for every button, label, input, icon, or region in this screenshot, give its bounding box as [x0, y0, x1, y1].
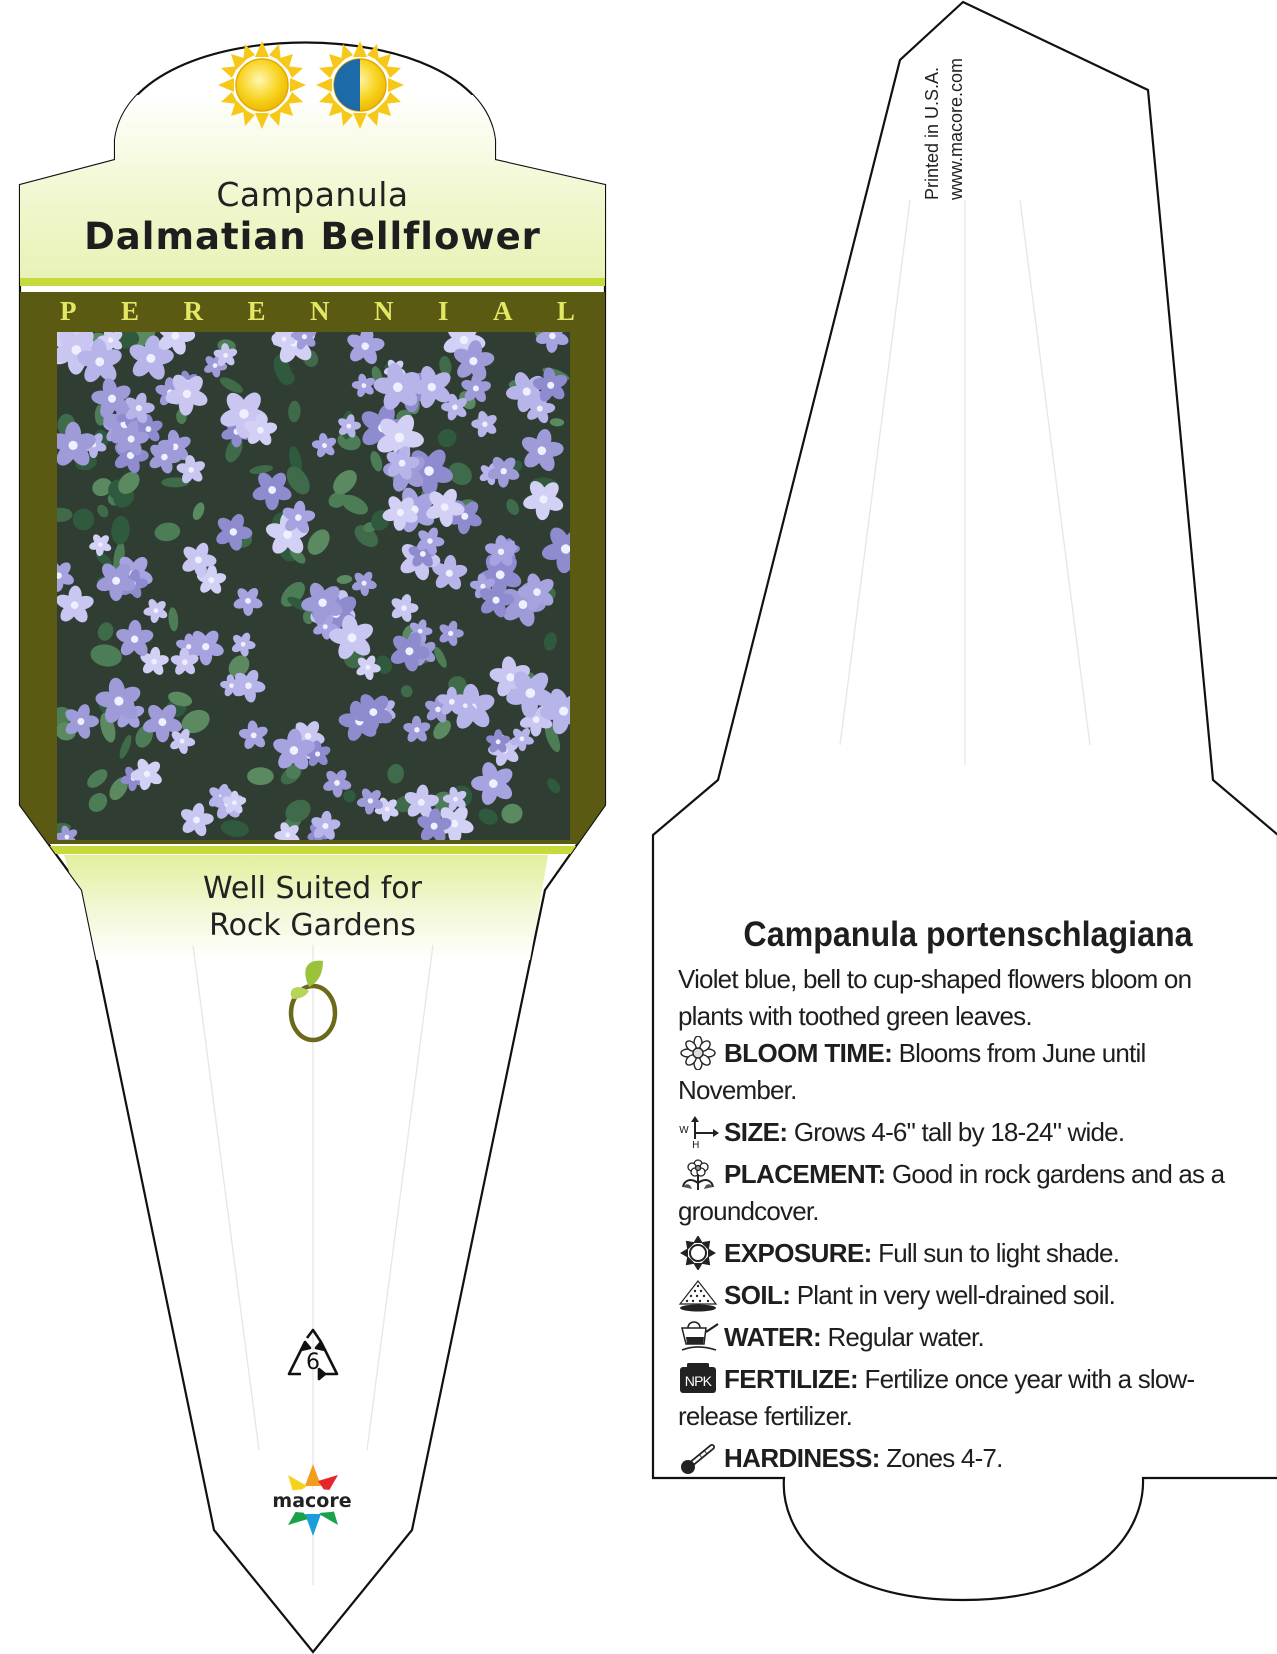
category-letter: L — [556, 296, 575, 326]
care-text: Regular water. — [821, 1322, 984, 1352]
category-letter: E — [247, 296, 266, 326]
lime-band — [0, 278, 640, 286]
scientific-name: Campanula portenschlagiana — [743, 915, 1193, 954]
thermometer-icon — [678, 1441, 720, 1475]
care-row-placement — [678, 1156, 1258, 1230]
front-tag — [0, 43, 640, 1653]
category-letter: N — [373, 296, 394, 326]
category-label — [60, 296, 575, 330]
plants-icon — [678, 1157, 720, 1191]
care-row-size — [678, 1114, 1258, 1151]
website-label: www.macore.com — [946, 57, 966, 200]
category-letter: A — [492, 296, 513, 326]
care-row-hardiness — [678, 1440, 1258, 1477]
soil-icon — [678, 1278, 720, 1312]
tagline-line-1: Well Suited for — [202, 871, 422, 906]
npk-label: NPK — [684, 1373, 712, 1389]
care-row-exposure — [678, 1235, 1258, 1272]
care-row-water — [678, 1319, 1258, 1356]
category-letter: R — [183, 296, 203, 326]
recycle-code: 6 — [306, 1350, 320, 1375]
size-arrows-icon — [678, 1115, 720, 1149]
npk-icon — [678, 1362, 720, 1396]
care-row-fertilize — [678, 1361, 1258, 1435]
plant-description: Violet blue, bell to cup-shaped flowers bloom on plants with toothed green leaves. — [678, 964, 1192, 1031]
care-label: EXPOSURE: — [724, 1238, 872, 1268]
care-text: Good in rock gardens and as a groundcover. — [678, 1159, 1225, 1226]
care-label: SIZE: — [724, 1117, 788, 1147]
care-text: Zones 4-7. — [879, 1443, 1003, 1473]
full-sun-icon — [218, 41, 306, 129]
tagline-line-2: Rock Gardens — [209, 908, 416, 943]
category-letter: E — [120, 296, 139, 326]
care-text: Blooms from June until November. — [678, 1038, 1146, 1105]
care-info — [678, 915, 1258, 1477]
care-label: HARDINESS: — [724, 1443, 880, 1473]
common-name: Dalmatian Bellflower — [84, 215, 541, 258]
watering-can-icon — [678, 1320, 720, 1354]
part-sun-icon — [316, 41, 404, 129]
genus-name: Campanula — [216, 175, 409, 214]
care-row-soil — [678, 1277, 1258, 1314]
category-letter: N — [309, 296, 330, 326]
tagline — [140, 870, 485, 944]
width-letter: W — [679, 1125, 689, 1136]
sun-icon — [678, 1236, 720, 1270]
care-label: FERTILIZE: — [724, 1364, 859, 1394]
care-label: SOIL: — [724, 1280, 791, 1310]
care-label: PLACEMENT: — [724, 1159, 886, 1189]
print-info — [920, 58, 968, 200]
brand-name: macore — [272, 1490, 352, 1512]
height-letter: H — [692, 1140, 699, 1149]
lime-band-lower — [0, 846, 640, 854]
care-text: Fertilize once year with a slow-release fertilizer. — [678, 1364, 1195, 1431]
care-label: BLOOM TIME: — [724, 1038, 893, 1068]
printed-in-label: Printed in U.S.A. — [922, 66, 942, 200]
product-photo — [57, 332, 570, 840]
flower-icon — [678, 1036, 720, 1070]
care-row-bloom — [678, 1035, 1258, 1109]
care-label: WATER: — [724, 1322, 822, 1352]
care-text: Grows 4-6" tall by 18-24" wide. — [787, 1117, 1125, 1147]
care-text: Full sun to light shade. — [871, 1238, 1120, 1268]
care-text: Plant in very well-drained soil. — [790, 1280, 1116, 1310]
category-letter: P — [60, 296, 77, 326]
bellflower-photo — [57, 332, 570, 840]
category-letter: I — [437, 296, 449, 326]
